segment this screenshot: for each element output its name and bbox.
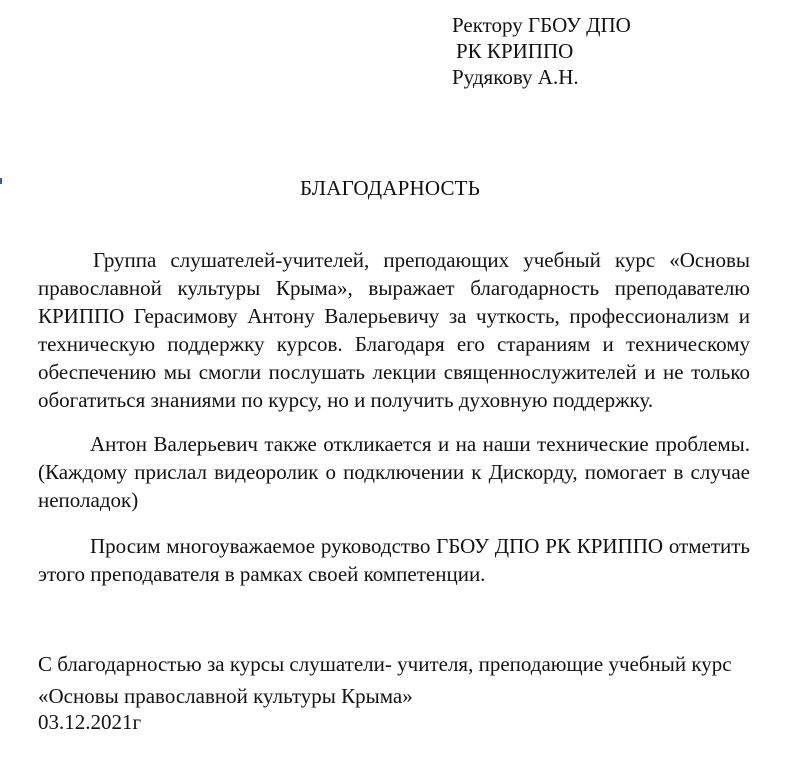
document-title: БЛАГОДАРНОСТЬ	[300, 176, 480, 200]
paragraph-request: Просим многоуважаемое руководство ГБОУ ДПО РК КРИППО отметить этого преподавателя в рамках своей компетенции.	[38, 534, 750, 586]
closing-line-1: С благодарностью за курсы слушатели- учителя, преподающие учебный курс	[38, 652, 732, 676]
closing-line-2: «Основы православной культуры Крыма»	[38, 684, 413, 708]
addressee-line-2: РК КРИППО	[456, 39, 574, 63]
paragraph-gratitude: Группа слушателей-учителей, преподающих учебный курс «Основы православной культуры Крыма», выражает благодарность преподавателю КРИППО Герасимову Антону Валерьевичу за чуткость, профессионализм и техническую поддержку курсов. Благодаря его стараниям и техническому обеспечению мы смогли послушать лекции священнослужителей и не только обогатиться знаниями по курсу, но и получить духовную поддержку.	[38, 248, 750, 412]
closing-block	[38, 648, 768, 712]
addressee-line-3: Рудякову А.Н.	[452, 65, 579, 89]
addressee-block	[452, 12, 631, 90]
addressee-line-1: Ректору ГБОУ ДПО	[452, 13, 631, 37]
paragraph-technical-help: Антон Валерьевич также откликается и на наши технические проблемы. (Каждому прислал видеоролик о подключении к Дискорду, помогает в случае неполадок)	[38, 432, 750, 512]
document-date: 03.12.2021г	[38, 710, 142, 734]
